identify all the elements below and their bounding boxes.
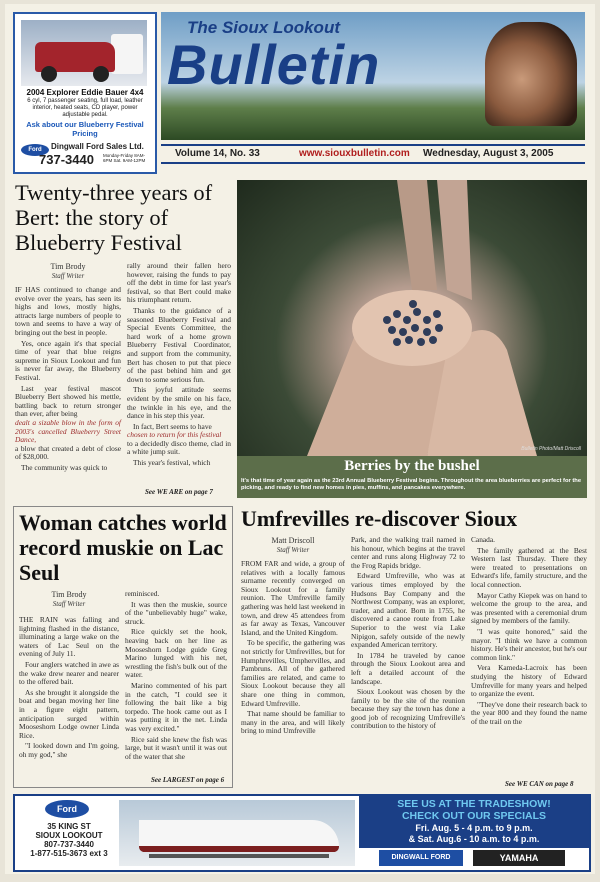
address-line: 1-877-515-3673 ext 3	[30, 849, 108, 858]
bert-jump-link[interactable]: See WE ARE on page 7	[145, 488, 213, 496]
masthead-lookout-figure-icon	[485, 22, 577, 126]
paragraph: THE RAIN was falling and lightning flashed in the distance, illuminating a large wake on the waters of Lac Seul on the evening of July 11.	[19, 615, 119, 659]
paragraph: Four anglers watched in awe as the wake drew nearer and nearer to the offered bait.	[19, 659, 119, 687]
photo-caption-box	[237, 456, 587, 498]
address-line: 807-737-3440	[44, 840, 94, 849]
ad-dealer: Dingwall Ford Sales Ltd.	[51, 142, 144, 151]
paragraph: As she brought it alongside the boat and began moving her line in a figure eight pattern, anticipation surged within Mooseshorn Lodge owner Linda Rice.	[19, 687, 119, 740]
bert-author: Tim Brody	[50, 262, 86, 271]
paragraph: Canada.	[471, 535, 496, 544]
muskie-jump-link[interactable]: See LARGEST on page 6	[151, 776, 225, 784]
paragraph: "They've done their research back to the year 800 and they found the name of the trail on the	[471, 699, 587, 726]
paragraph: Sioux Lookout was chosen by the family to be the site of the reunion because they say the town has done a good job of recognizing Umfreville's contribution to the history of	[351, 687, 465, 731]
bert-headline: Twenty-three years of Bert: the story of Blueberry Festival	[15, 180, 213, 255]
paragraph: To be specific, the gathering was not strictly for Umfrevilles, but for Humphrevilles, Umphervilles, and Pambruns. All of the gathered families are related, and came to Sioux Lookout because they all share one thing in common, Edward Umfreville.	[241, 638, 345, 708]
masthead-subtitle: The Sioux Lookout	[187, 18, 340, 37]
paragraph: reminisced.	[125, 589, 160, 598]
paragraph: Mayor Cathy Kiepek was on hand to welcome the group to the area, and was presented with a ceremonial drum signed by members of the family.	[471, 590, 587, 626]
ford-logo-icon: Ford	[21, 144, 49, 156]
paragraph: dealt a sizable blow in the form of 2003's cancelled Blueberry Street Dance,	[15, 417, 121, 445]
paragraph: This joyful attitude seems evident by the smile on his face, the twinkle in his eye, and the dance in his step this year.	[127, 385, 231, 421]
muskie-byline	[19, 590, 119, 608]
paragraph: This year's festival, which	[133, 458, 211, 468]
bert-column-1	[15, 286, 121, 474]
paragraph: FROM FAR and wide, a group of relatives with a locally famous surname recently converged on Sioux Lookout for a family reunion. The Umfreville family gathering was held last weekend in town, and drew 45 attendees from as far away as Texas, Vancouver Island, and the United Kingdom.	[241, 559, 345, 637]
paragraph: Rice said she knew the fish was large, but it wasn't until it was out of the water that she	[125, 734, 227, 761]
ad-address	[21, 822, 117, 858]
photo-caption-text: It's that time of year again as the 23rd Annual Blueberry Festival begins. Throughout the area blueberries are perfect for the picking, and ready to find new homes in pies, muffins, and pancakes everywhere.	[241, 478, 582, 491]
umfreville-column-2	[351, 536, 465, 733]
bert-byline	[15, 262, 121, 280]
umfreville-headline: Umfrevilles re-discover Sioux	[241, 506, 518, 531]
address-line: SIOUX LOOKOUT	[35, 831, 103, 840]
tradeshow-banner	[359, 796, 589, 848]
bottom-ad[interactable]	[13, 794, 591, 872]
umfreville-author: Matt Driscoll	[271, 536, 315, 545]
masthead-title: Bulletin	[167, 33, 381, 96]
umfreville-column-3	[471, 536, 587, 728]
newspaper-page	[5, 4, 595, 874]
boat-image	[119, 800, 355, 866]
ad-title: 2004 Explorer Eddie Bauer 4x4	[26, 88, 144, 97]
ad-promo: Ask about our Blueberry Festival Pricing	[26, 120, 144, 138]
paragraph: Rice quickly set the hook, heaving back on her line as Mooseshorn Lodge guide Greg Marino lunged with his net, wrestling the fish's bulk out of the water.	[125, 627, 227, 680]
paragraph: Yes, once again it's that special time of year that blue reigns supreme in Sioux Lookout and fun is never far away, the Blueberry Festival.	[15, 338, 121, 382]
masthead	[161, 12, 585, 140]
paragraph: rally around their fallen hero however, raising the funds to pay off the debt in time for last year's festival, so that Bert could make his triumphant return.	[127, 261, 231, 305]
tradeshow-date-1: Fri. Aug. 5 - 4 p.m. to 9 p.m.	[415, 823, 533, 833]
yamaha-logo-icon: YAMAHA	[473, 850, 565, 866]
muskie-column-1	[19, 616, 119, 762]
paragraph: The community was quick to	[21, 462, 108, 472]
ad-hours: Monday-Friday 8AM-6PM Sat. 9AM-12PM	[103, 153, 146, 163]
paragraph: Marino commented of his part in the catch, "I could see it following the bait like a big torpedo. The hook came out as I was putting it in the net. Linda was very excited."	[125, 680, 227, 733]
muskie-column-2	[125, 590, 227, 763]
tradeshow-headline: SEE US AT THE TRADESHOW!	[397, 798, 551, 810]
paragraph: chosen to return for this festival	[127, 430, 222, 440]
address-line: 35 KING ST	[47, 822, 91, 831]
umfreville-jump-link[interactable]: See WE CAN on page 8	[505, 780, 574, 788]
paragraph: In fact, Bert seems to have	[133, 421, 212, 431]
paragraph: a blow that created a debt of close of $28,000.	[15, 443, 121, 462]
photo-caption-title: Berries by the bushel	[344, 458, 480, 474]
paragraph: IF HAS continued to change and evolve over the years, has seen its highs and lows, mostly highs, attracts large numbers of people to town and seems to have a way of bringing out the best in people.	[15, 285, 121, 337]
ad-phone: 737-3440	[39, 152, 94, 167]
issue-volume: Volume 14, No. 33	[175, 148, 260, 159]
bert-column-2	[127, 262, 231, 470]
ford-logo-icon: Ford	[45, 800, 89, 818]
paragraph: Edward Umfreville, who was at various times employed by the Hudsons Bay Company and the Northwest Company, was an explorer, trader, and author. Born in 1755, he discovered a canoe route from Lake Superior to the west via Lake Nipigon, safely outside of the newly expanded American territory.	[351, 571, 465, 650]
issue-date: Wednesday, August 3, 2005	[423, 148, 554, 159]
paragraph: to a decidedly disco theme, clad in a white jump suit.	[127, 438, 231, 457]
paragraph: Thanks to the guidance of a seasoned Blueberry Festival and Special Events Committee, the hard work of a home grown Blueberry Festival Coordinator, and support from the community, Bert has chosen to put that piece of the past behind him and get down to some serious fun.	[127, 305, 231, 384]
tradeshow-date-2: & Sat. Aug.6 - 10 a.m. to 4 p.m.	[408, 834, 540, 844]
bert-role: Staff Writer	[51, 272, 85, 280]
issue-bar	[161, 144, 585, 164]
paragraph: "I was quite honored," said the mayor. "I think we have a common history. He's their ancestor, but he's our common link."	[471, 626, 588, 662]
paragraph: In 1784 he traveled by canoe through the Sioux Lookout area and left a detailed account of the landscape.	[351, 650, 465, 686]
header-ad[interactable]	[13, 12, 157, 174]
paragraph: Park, and the walking trail named in his honour, which begins at the travel center and runs along Highway 72 to the Frog Rapids bridge.	[351, 535, 465, 570]
paragraph: Vera Kameda-Lacroix has been studying the history of Edward Umfreville for many years and helped to organize the event.	[471, 663, 587, 699]
photo-credit: Bulletin Photo/Matt Driscoll	[521, 446, 581, 452]
ad-description: 6 cyl, 7 passenger seating, full load, leather interior, heated seats, CD player, power adjustable pedal.	[27, 98, 143, 118]
muskie-author: Tim Brody	[51, 590, 87, 599]
paragraph: Last year festival mascot Blueberry Bert showed his mettle, battling back to return stronger than ever, after being	[15, 383, 121, 419]
umfreville-byline	[241, 536, 345, 554]
ad-vehicle-image	[21, 20, 147, 86]
umfreville-column-1	[241, 560, 345, 738]
website-link[interactable]: www.siouxbulletin.com	[299, 148, 410, 159]
paragraph: It was then the muskie, source of the "unbelievably huge" wake, struck.	[125, 599, 227, 626]
umfreville-role: Staff Writer	[276, 546, 310, 554]
paragraph: The family gathered at the Best Western last Thursday. There they were treated to presentations on Edward's life, family structure, and the local connection.	[471, 545, 587, 589]
dingwall-ford-logo-icon: DINGWALL FORD	[379, 850, 463, 866]
specials-headline: CHECK OUT OUR SPECIALS	[401, 810, 547, 822]
hands-with-berries-icon	[237, 180, 587, 456]
blueberry-photo	[237, 180, 587, 456]
muskie-headline: Woman catches world record muskie on Lac Seul	[19, 510, 227, 585]
paragraph: That name should be familiar to many in the area, and will likely bring to mind Umfreville	[241, 709, 345, 736]
paragraph: "I looked down and I'm going, oh my god," she	[19, 741, 119, 759]
muskie-role: Staff Writer	[52, 600, 86, 608]
